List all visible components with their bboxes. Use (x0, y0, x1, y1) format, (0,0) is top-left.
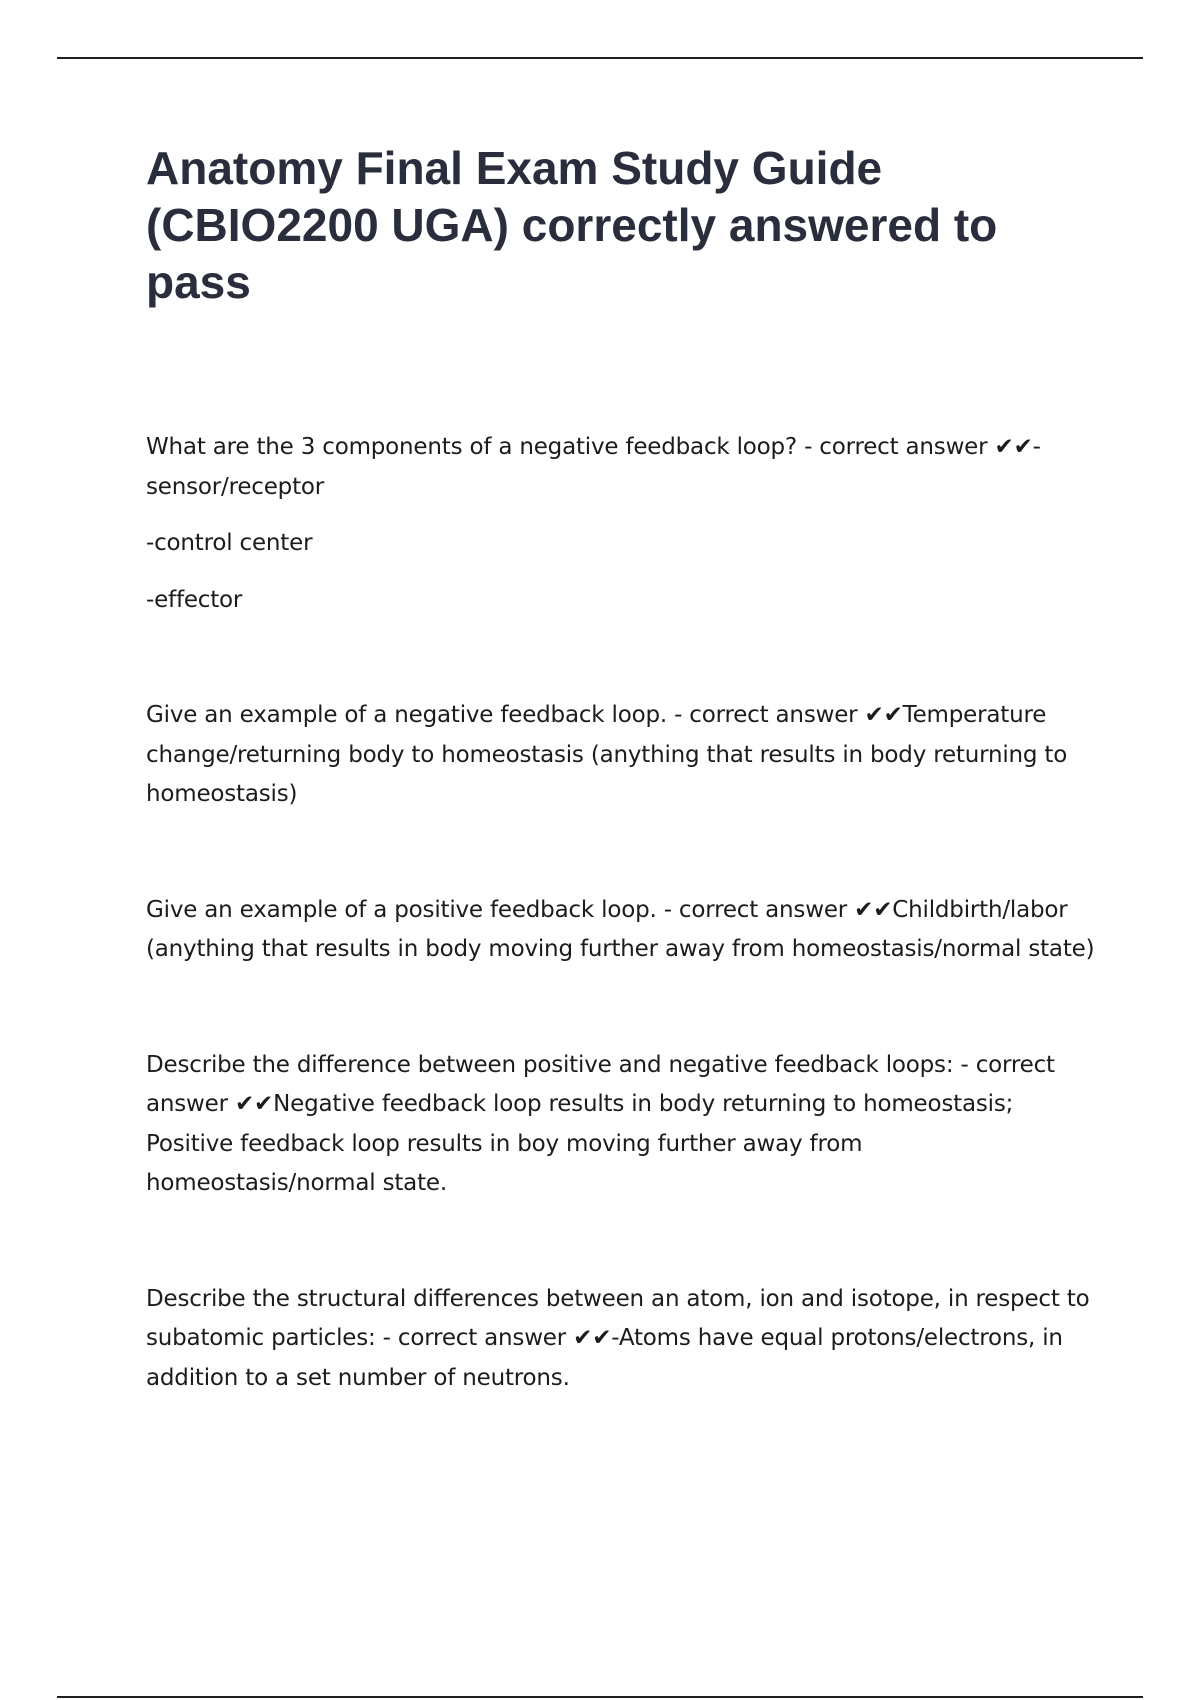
document-title: Anatomy Final Exam Study Guide (CBIO2200 UGA) correctly answered to pass (146, 142, 998, 308)
qa-list (146, 428, 1096, 1398)
qa-paragraph: What are the 3 components of a negative feedback loop? - correct answer ✔✔-sensor/receptor (146, 434, 1041, 500)
qa-item-negative-feedback-components (146, 428, 1096, 620)
qa-paragraph: -effector (146, 586, 243, 613)
qa-item-feedback-difference (146, 1046, 1096, 1204)
qa-item-negative-feedback-example (146, 696, 1096, 815)
document-body (146, 140, 1096, 1474)
top-divider (57, 57, 1143, 59)
qa-paragraph: Give an example of a negative feedback loop. - correct answer ✔✔Temperature change/returning body to homeostasis (anything that results in body returning to homeostasis) (146, 702, 1068, 807)
qa-item-atom-ion-isotope (146, 1280, 1096, 1399)
qa-paragraph: Describe the structural differences between an atom, ion and isotope, in respect to subatomic particles: - correct answer ✔✔-Atoms have equal protons/electrons, in addition to a set number of neutrons. (146, 1285, 1090, 1391)
bottom-divider (57, 1696, 1143, 1698)
qa-paragraph: Give an example of a positive feedback loop. - correct answer ✔✔Childbirth/labor (anything that results in body moving further away from homeostasis/normal state) (146, 896, 1095, 962)
qa-paragraph: Describe the difference between positive and negative feedback loops: - correct answer ✔✔Negative feedback loop results in body returning to homeostasis; Positive feedback loop results in boy moving further away from homeostasis/normal state. (146, 1051, 1055, 1196)
qa-item-positive-feedback-example (146, 891, 1096, 970)
qa-paragraph: -control center (146, 530, 313, 556)
